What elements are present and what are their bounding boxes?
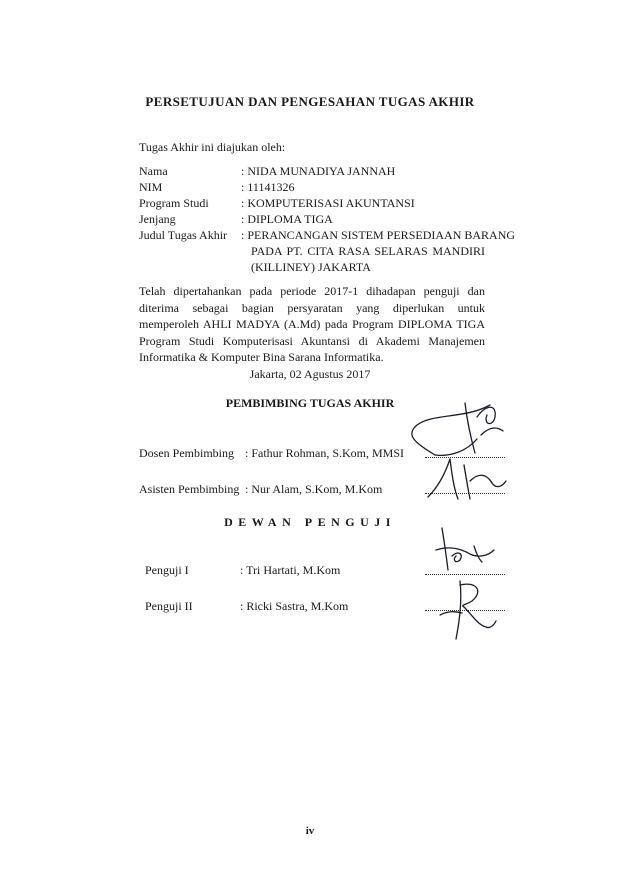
date-text: Jakarta, 02 Agustus 2017	[249, 367, 371, 381]
pembimbing-heading: PEMBIMBING TUGAS AKHIR	[225, 396, 395, 410]
approval-paragraph: Telah dipertahankan pada periode 2017-1 dihadapan penguji dan diterima sebagai bagian persyaratan yang diperlukan untuk memperoleh AHLI MADYA (A.Md) pada Program DIPLOMA TIGA Program Studi Komputerisasi Akuntansi di Akademi Manajemen Informatika & Komputer Bina Sarana Informatika.	[139, 284, 485, 364]
signature-penguji-1	[430, 520, 500, 580]
field-label-judul: Judul Tugas Akhir	[139, 228, 228, 242]
penguji-1-label: Penguji I	[145, 563, 189, 577]
signature-asisten-pembimbing	[420, 455, 510, 505]
field-value-nim: : 11141326	[241, 180, 295, 194]
asisten-pembimbing-label: Asisten Pembimbing	[139, 482, 240, 496]
field-label-program-studi: Program Studi	[139, 196, 209, 210]
field-label-nim: NIM	[139, 180, 163, 194]
signature-penguji-2	[430, 575, 510, 645]
penguji-2-label: Penguji II	[145, 599, 193, 613]
asisten-pembimbing-value: : Nur Alam, S.Kom, M.Kom	[245, 482, 383, 496]
intro-text: Tugas Akhir ini diajukan oleh:	[139, 140, 286, 154]
field-value-jenjang: : DIPLOMA TIGA	[241, 212, 333, 226]
judul-line-3: (KILLINEY) JAKARTA	[251, 260, 371, 274]
field-value-nama: : NIDA MUNADIYA JANNAH	[241, 164, 396, 178]
penguji-1-value: : Tri Hartati, M.Kom	[240, 563, 341, 577]
dosen-pembimbing-value: : Fathur Rohman, S.Kom, MMSI	[245, 446, 405, 460]
field-label-jenjang: Jenjang	[139, 212, 176, 226]
judul-line-2: PADA PT. CITA RASA SELARAS MANDIRI	[251, 244, 485, 258]
page-number: iv	[305, 825, 315, 837]
field-value-judul: : PERANCANGAN SISTEM PERSEDIAAN BARANG	[241, 228, 516, 242]
dosen-pembimbing-label: Dosen Pembimbing	[139, 446, 234, 460]
page-title: PERSETUJUAN DAN PENGESAHAN TUGAS AKHIR	[145, 94, 475, 109]
dewan-heading: DEWAN PENGUJI	[224, 515, 396, 529]
field-label-nama: Nama	[139, 164, 168, 178]
field-value-program-studi: : KOMPUTERISASI AKUNTANSI	[241, 196, 415, 210]
penguji-2-value: : Ricki Sastra, M.Kom	[240, 599, 349, 613]
